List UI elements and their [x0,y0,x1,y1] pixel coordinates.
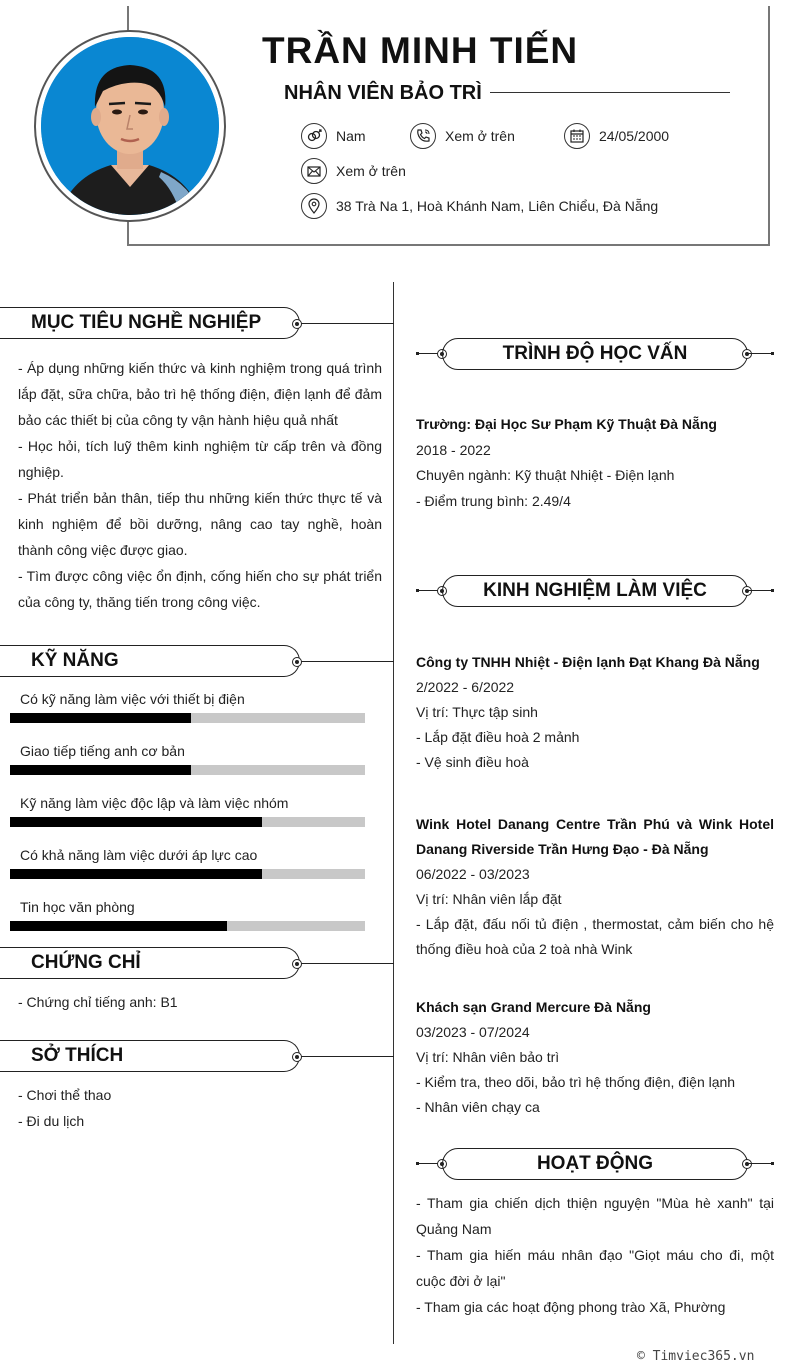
connector-end [771,1162,774,1165]
connector-dot [742,349,752,359]
email-icon [301,158,327,184]
candidate-name: TRẦN MINH TIẾN [262,30,579,71]
connector-dot [292,959,302,969]
job-period: 06/2022 - 03/2023 [416,866,530,882]
section-title: CHỨNG CHỈ [31,952,141,973]
section-hobbies-heading [0,1040,300,1072]
connector-dot [292,657,302,667]
job-position: Vị trí: Nhân viên lắp đặt [416,891,562,907]
list-item: - Tham gia chiến dịch thiện nguyện "Mùa hè xanh" tại Quảng Nam [416,1195,774,1237]
list-item: - Lắp đặt điều hoà 2 mảnh [416,729,580,745]
info-email [301,158,406,184]
connector-dot [742,1159,752,1169]
section-title: SỞ THÍCH [31,1045,124,1066]
connector-dot [292,319,302,329]
section-objective-heading [0,307,300,339]
skill-bar [10,869,365,879]
info-address [301,193,658,219]
location-pin-icon [301,193,327,219]
list-item: - Vệ sinh điều hoà [416,754,529,770]
list-item: - Chứng chỉ tiếng anh: B1 [18,994,178,1010]
info-birthday [564,123,669,149]
section-skills-heading [0,645,300,677]
list-item: - Áp dụng những kiến thức và kinh nghiệm trong quá trình lắp đặt, sữa chữa, bảo trì hệ thống điện, điện lạnh để đảm bảo các thiết bị của công ty vận hành hiệu quả nhất [18,360,382,428]
skill-bar-fill [10,765,191,775]
skill-bar [10,921,365,931]
education-major: Chuyên ngành: Kỹ thuật Nhiệt - Điện lạnh [416,467,675,483]
list-item: - Đi du lịch [18,1113,85,1129]
job-title-underline [490,92,730,93]
job-period: 03/2023 - 07/2024 [416,1024,530,1040]
connector-dot [292,1052,302,1062]
footer-watermark[interactable]: © Timviec365.vn [637,1349,755,1364]
column-divider [393,282,394,1344]
hobbies-text [18,1082,382,1134]
phone-icon [410,123,436,149]
education-period: 2018 - 2022 [416,441,491,458]
certificates-text [18,989,382,1015]
section-title: KỸ NĂNG [31,650,119,671]
skill-label: Có kỹ năng làm việc với thiết bị điện [20,691,245,707]
skill-bar [10,765,365,775]
skill-label: Giao tiếp tiếng anh cơ bản [20,743,185,759]
skill-label: Kỹ năng làm việc độc lập và làm việc nhóm [20,795,289,811]
activities-text [416,1190,774,1320]
connector-dot [742,586,752,596]
section-title: TRÌNH ĐỘ HỌC VẤN [502,343,688,364]
skill-bar [10,817,365,827]
skill-bar-fill [10,921,227,931]
section-education-heading [416,338,774,370]
skill-bar-fill [10,869,262,879]
connector-end [771,352,774,355]
job-position: Vị trí: Nhân viên bảo trì [416,1049,560,1065]
list-item: - Phát triển bản thân, tiếp thu những kiến thức thực tế và kinh nghiệm để bồi dưỡng, nâng cao tay nghề, hoàn thành công việc được giao. [18,490,382,558]
list-item: - Tham gia các hoạt động phong trào Xã, Phường [416,1299,726,1315]
gender-icon [301,123,327,149]
phone-value[interactable]: Xem ở trên [445,128,515,144]
list-item: - Tham gia hiến máu nhân đạo "Giọt máu cho đi, một cuộc đời ở lại" [416,1247,774,1289]
job-position: Vị trí: Thực tập sinh [416,704,538,720]
list-item: - Chơi thể thao [18,1087,112,1103]
company-name: Wink Hotel Danang Centre Trần Phú và Wink Hotel Danang Riverside Trần Hưng Đạo - Đà Nẵng [416,816,774,857]
address-value: 38 Trà Na 1, Hoà Khánh Nam, Liên Chiểu, Đà Nẵng [336,198,659,214]
email-value[interactable]: Xem ở trên [336,163,406,179]
birthday-value: 24/05/2000 [599,128,670,144]
connector-line [299,661,394,662]
experience-item [416,995,774,1120]
skill-label: Có khả năng làm việc dưới áp lực cao [20,847,258,863]
skill-bar-fill [10,817,262,827]
job-title: NHÂN VIÊN BẢO TRÌ [284,82,482,104]
avatar [34,30,226,222]
objective-text [18,355,382,615]
list-item: - Tìm được công việc ổn định, cống hiến cho sự phát triển của công ty, thăng tiến trong công việc. [18,568,382,610]
section-title: HOẠT ĐỘNG [536,1153,654,1174]
skill-label: Tin học văn phòng [20,899,135,915]
calendar-icon [564,123,590,149]
connector-line [299,1056,394,1057]
info-phone [410,123,515,149]
profile-photo [41,37,219,215]
experience-item [416,650,774,775]
experience-item [416,812,774,962]
education-text [416,412,774,514]
section-activities-heading [416,1148,774,1180]
list-item: - Kiểm tra, theo dõi, bảo trì hệ thống điện, điện lạnh [416,1074,736,1090]
skill-bar [10,713,365,723]
skill-bar-fill [10,713,191,723]
section-certificates-heading [0,947,300,979]
connector-line [299,323,394,324]
company-name: Công ty TNHH Nhiệt - Điện lạnh Đạt Khang Đà Nẵng [416,654,760,670]
connector-end [771,589,774,592]
section-title: MỤC TIÊU NGHỀ NGHIỆP [31,312,262,333]
company-name: Khách sạn Grand Mercure Đà Nẵng [416,999,651,1015]
list-item: - Lắp đặt, đấu nối tủ điện , thermostat, cảm biến cho hệ thống điều hoà của 2 toà nhà Wink [416,916,774,957]
education-gpa: - Điểm trung bình: 2.49/4 [416,492,571,509]
info-gender [301,123,366,149]
connector-line [299,963,394,964]
school-name: Trường: Đại Học Sư Phạm Kỹ Thuật Đà Nẵng [416,416,717,432]
gender-value: Nam [336,128,366,144]
job-period: 2/2022 - 6/2022 [416,679,515,695]
section-title: KINH NGHIỆM LÀM VIỆC [483,580,707,601]
list-item: - Học hỏi, tích luỹ thêm kinh nghiệm từ cấp trên và đồng nghiệp. [18,438,382,480]
list-item: - Nhân viên chạy ca [416,1099,540,1115]
section-experience-heading [416,575,774,607]
